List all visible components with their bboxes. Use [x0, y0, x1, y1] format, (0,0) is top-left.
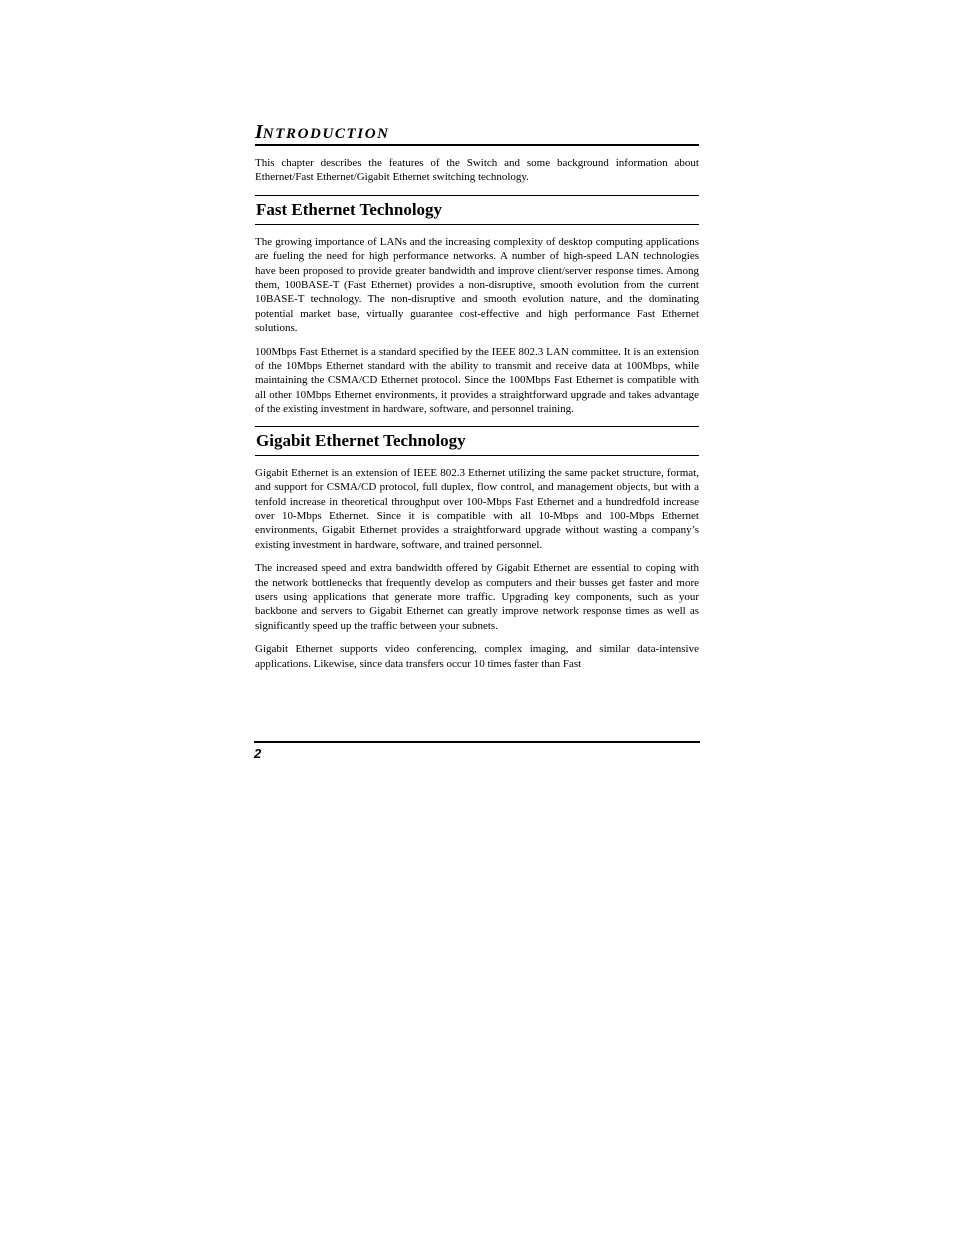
paragraph: The increased speed and extra bandwidth offered by Gigabit Ethernet are essential to coping with the network bottlenecks that frequently develop as computers and their busses get faster and more users using applications that generate more traffic. Upgrading key components, such as your backbone and servers to Gigabit Ethernet can greatly improve network response times as well as significantly speed up the traffic between your subnets.	[255, 562, 699, 632]
chapter-title-initial: I	[255, 121, 263, 143]
chapter-title-rest: NTRODUCTION	[262, 126, 390, 142]
section-heading-fast-ethernet: Fast Ethernet Technology	[255, 195, 699, 225]
paragraph: Gigabit Ethernet supports video conferencing, complex imaging, and similar data-intensive applications. Likewise, since data transfers occur 10 times faster than Fast	[255, 643, 699, 670]
page-footer	[254, 741, 700, 765]
section-body-fast-ethernet	[255, 235, 699, 417]
paragraph: The growing importance of LANs and the increasing complexity of desktop computing applications are fueling the need for high performance networks. A number of high-speed LAN technologies have been proposed to provide greater bandwidth and improve client/server response times. Among them, 100BASE-T (Fast Ethernet) provides a non-disruptive, smooth evolution from the current 10BASE-T technology. The non-disruptive and smooth evolution nature, and the dominating potential market base, virtually guarantee cost-effective and high performance Fast Ethernet solutions.	[255, 235, 699, 335]
page-content	[255, 118, 699, 671]
section-body-gigabit-ethernet	[255, 466, 699, 671]
paragraph: 100Mbps Fast Ethernet is a standard specified by the IEEE 802.3 LAN committee. It is an extension of the 10Mbps Ethernet standard with the ability to transmit and receive data at 100Mbps, while maintaining the CSMA/CD Ethernet protocol. Since the 100Mbps Fast Ethernet is compatible with all other 10Mbps Ethernet environments, it provides a straightforward upgrade and takes advantage of the existing investment in hardware, software, and personnel training.	[255, 345, 699, 416]
section-heading-gigabit-ethernet: Gigabit Ethernet Technology	[255, 426, 699, 456]
paragraph: Gigabit Ethernet is an extension of IEEE 802.3 Ethernet utilizing the same packet structure, format, and support for CSMA/CD protocol, full duplex, flow control, and management objects, but with a tenfold increase in theoretical throughput over 100-Mbps Fast Ethernet and a hundredfold increase over 10-Mbps Ethernet. Since it is compatible with all 10-Mbps and 100-Mbps Ethernet environments, Gigabit Ethernet provides a straightforward upgrade without wasting a company’s existing investment in hardware, software, and trained personnel.	[255, 466, 699, 551]
chapter-title	[255, 118, 699, 146]
page-number: 2	[254, 746, 262, 761]
chapter-intro: This chapter describes the features of the Switch and some background information about Ethernet/Fast Ethernet/Gigabit Ethernet switching technology.	[255, 157, 699, 184]
